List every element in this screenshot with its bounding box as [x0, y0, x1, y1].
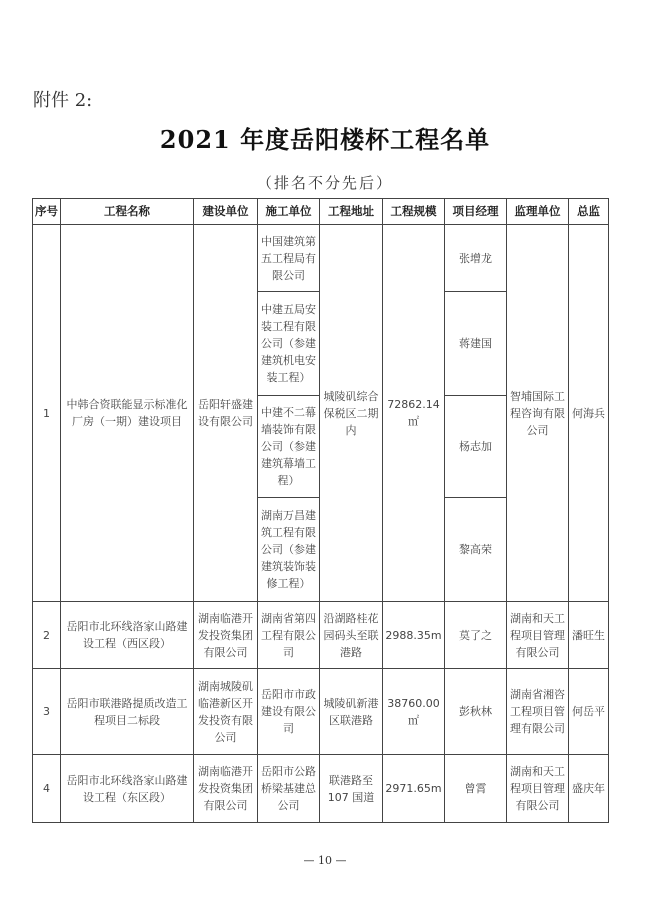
- cell-chief: 何岳平: [569, 669, 609, 755]
- cell-contractor: 中建五局安装工程有限公司（参建建筑机电安装工程）: [258, 292, 320, 396]
- table-row: [33, 755, 609, 823]
- cell-chief: 盛庆年: [569, 755, 609, 823]
- header-address: 工程地址: [320, 199, 383, 225]
- page-number: — 10 —: [303, 854, 347, 867]
- header-no: 序号: [33, 199, 61, 225]
- cell-no: 3: [33, 669, 61, 755]
- cell-scale: 72862.14㎡: [383, 225, 445, 602]
- cell-owner: 湖南临港开发投资集团有限公司: [194, 602, 258, 669]
- cell-supervisor: 湖南和天工程项目管理有限公司: [507, 602, 569, 669]
- cell-contractor: 中国建筑第五工程局有限公司: [258, 225, 320, 292]
- cell-address: 城陵矶新港区联港路: [320, 669, 383, 755]
- cell-scale: 2971.65m: [383, 755, 445, 823]
- cell-manager: 莫了之: [445, 602, 507, 669]
- project-table: [32, 198, 609, 823]
- cell-owner: 岳阳轩盛建设有限公司: [194, 225, 258, 602]
- cell-name: 岳阳市联港路提质改造工程项目二标段: [61, 669, 194, 755]
- cell-scale: 38760.00㎡: [383, 669, 445, 755]
- cell-chief: 潘旺生: [569, 602, 609, 669]
- cell-no: 2: [33, 602, 61, 669]
- header-owner: 建设单位: [194, 199, 258, 225]
- header-contractor: 施工单位: [258, 199, 320, 225]
- cell-manager: 曾霄: [445, 755, 507, 823]
- cell-address: 城陵矶综合保税区二期内: [320, 225, 383, 602]
- document-title: 2021 年度岳阳楼杯工程名单: [159, 125, 491, 154]
- table-row: [33, 602, 609, 669]
- cell-chief: 何海兵: [569, 225, 609, 602]
- header-supervisor: 监理单位: [507, 199, 569, 225]
- cell-supervisor: 湖南省湘咨工程项目管理有限公司: [507, 669, 569, 755]
- cell-contractor: 岳阳市市政建设有限公司: [258, 669, 320, 755]
- cell-name: 岳阳市北环线洛家山路建设工程（西区段）: [61, 602, 194, 669]
- attachment-label: 附件 2:: [33, 90, 93, 111]
- cell-contractor: 中建不二幕墙装饰有限公司（参建建筑幕墙工程）: [258, 396, 320, 498]
- table-header-row: [33, 199, 609, 225]
- cell-manager: 蒋建国: [445, 292, 507, 396]
- cell-owner: 湖南城陵矶临港新区开发投资有限公司: [194, 669, 258, 755]
- table-row: [33, 225, 609, 292]
- cell-contractor: 湖南万昌建筑工程有限公司（参建建筑装饰装修工程）: [258, 498, 320, 602]
- cell-scale: 2988.35m: [383, 602, 445, 669]
- cell-manager: 彭秋林: [445, 669, 507, 755]
- cell-contractor: 湖南省第四工程有限公司: [258, 602, 320, 669]
- cell-name: 岳阳市北环线洛家山路建设工程（东区段）: [61, 755, 194, 823]
- cell-owner: 湖南临港开发投资集团有限公司: [194, 755, 258, 823]
- header-name: 工程名称: [61, 199, 194, 225]
- header-manager: 项目经理: [445, 199, 507, 225]
- cell-supervisor: 湖南和天工程项目管理有限公司: [507, 755, 569, 823]
- cell-no: 4: [33, 755, 61, 823]
- cell-manager: 杨志加: [445, 396, 507, 498]
- cell-address: 沿湖路桂花园码头至联港路: [320, 602, 383, 669]
- cell-address: 联港路至107 国道: [320, 755, 383, 823]
- cell-manager: 张增龙: [445, 225, 507, 292]
- cell-manager: 黎高荣: [445, 498, 507, 602]
- cell-supervisor: 智埔国际工程咨询有限公司: [507, 225, 569, 602]
- cell-contractor: 岳阳市公路桥梁基建总公司: [258, 755, 320, 823]
- header-chief: 总监: [569, 199, 609, 225]
- header-scale: 工程规模: [383, 199, 445, 225]
- cell-no: 1: [33, 225, 61, 602]
- document-subtitle: （排名不分先后）: [256, 174, 393, 192]
- cell-name: 中韩合资联能显示标准化厂房（一期）建设项目: [61, 225, 194, 602]
- table-row: [33, 669, 609, 755]
